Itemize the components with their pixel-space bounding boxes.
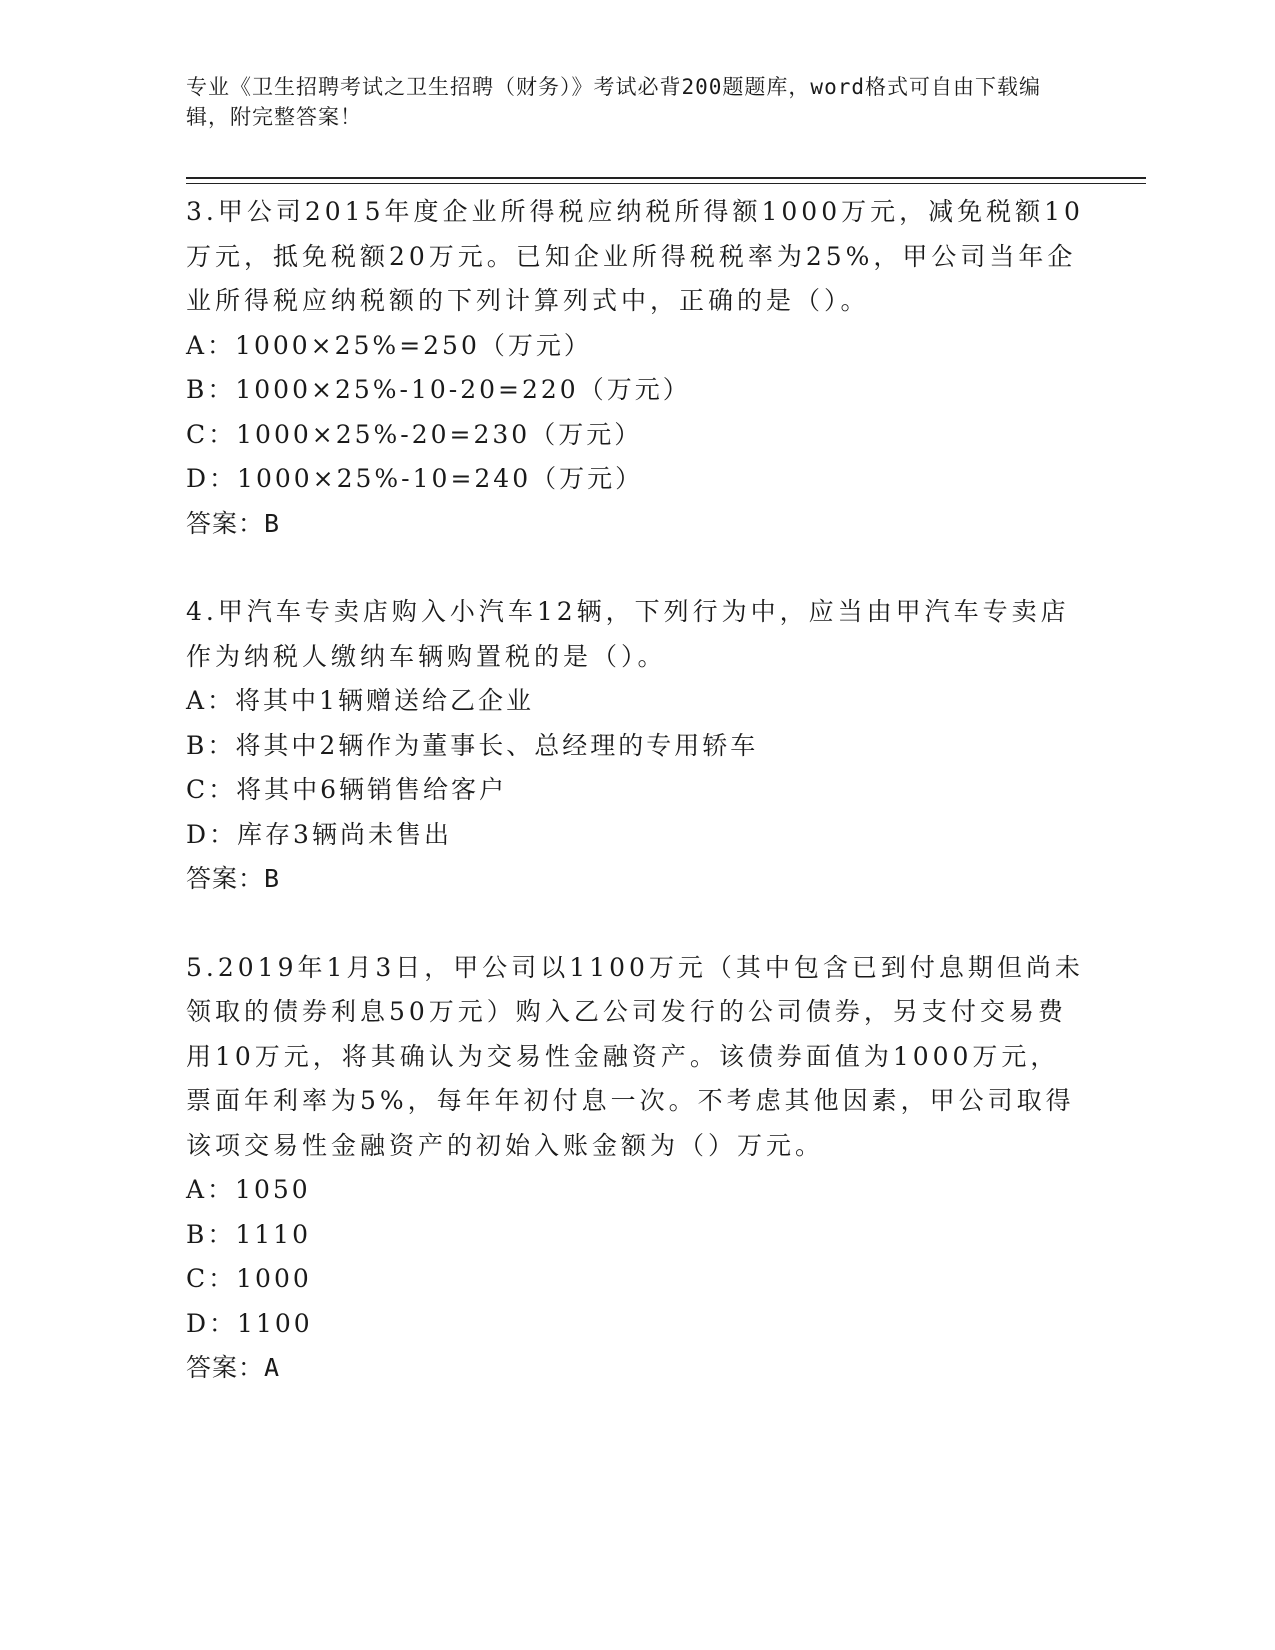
- question-3: [186, 190, 1086, 546]
- header-divider-thin: [186, 183, 1146, 184]
- question-stem: 3.甲公司2015年度企业所得税应纳税所得额1000万元，减免税额10万元，抵免税额20万元。已知企业所得税税率为25%，甲公司当年企业所得税应纳税额的下列计算列式中，正确的是（）。: [186, 197, 1084, 315]
- header-divider-thick: [186, 177, 1146, 179]
- question-list: [186, 190, 1086, 1435]
- question-4: [186, 590, 1086, 902]
- answer-line: 答案：A: [186, 1353, 281, 1382]
- option-c: C：1000: [186, 1264, 312, 1293]
- option-b: B：1110: [186, 1219, 311, 1249]
- document-header: 专业《卫生招聘考试之卫生招聘（财务）》考试必背200题题库，word格式可自由下载编辑，附完整答案！: [186, 75, 1041, 129]
- option-a: A：将其中1辆赠送给乙企业: [186, 686, 534, 715]
- question-stem: 4.甲汽车专卖店购入小汽车12辆，下列行为中，应当由甲汽车专卖店作为纳税人缴纳车辆购置税的是（）。: [186, 597, 1070, 671]
- option-c: C：将其中6辆销售给客户: [186, 775, 508, 804]
- option-d: D：库存3辆尚未售出: [186, 819, 452, 849]
- option-d: D：1100: [186, 1308, 313, 1338]
- option-b: B：将其中2辆作为董事长、总经理的专用轿车: [186, 730, 759, 760]
- question-5: [186, 946, 1086, 1391]
- answer-line: 答案：B: [186, 508, 281, 538]
- option-b: B：1000×25%-10-20=220（万元）: [186, 375, 691, 404]
- question-stem: 5.2019年1月3日，甲公司以1100万元（其中包含已到付息期但尚未领取的债券利息50万元）购入乙公司发行的公司债券，另支付交易费用10万元，将其确认为交易性金融资产。该债券面值为1000万元，票面年利率为5%，每年年初付息一次。不考虑其他因素，甲公司取得该项交易性金融资产的初始入账金额为（）万元。: [186, 952, 1084, 1160]
- option-a: A：1050: [186, 1175, 311, 1204]
- answer-line: 答案：B: [186, 864, 281, 893]
- option-d: D：1000×25%-10=240（万元）: [186, 464, 644, 493]
- option-c: C：1000×25%-20=230（万元）: [186, 419, 643, 449]
- option-a: A：1000×25%=250（万元）: [186, 330, 592, 360]
